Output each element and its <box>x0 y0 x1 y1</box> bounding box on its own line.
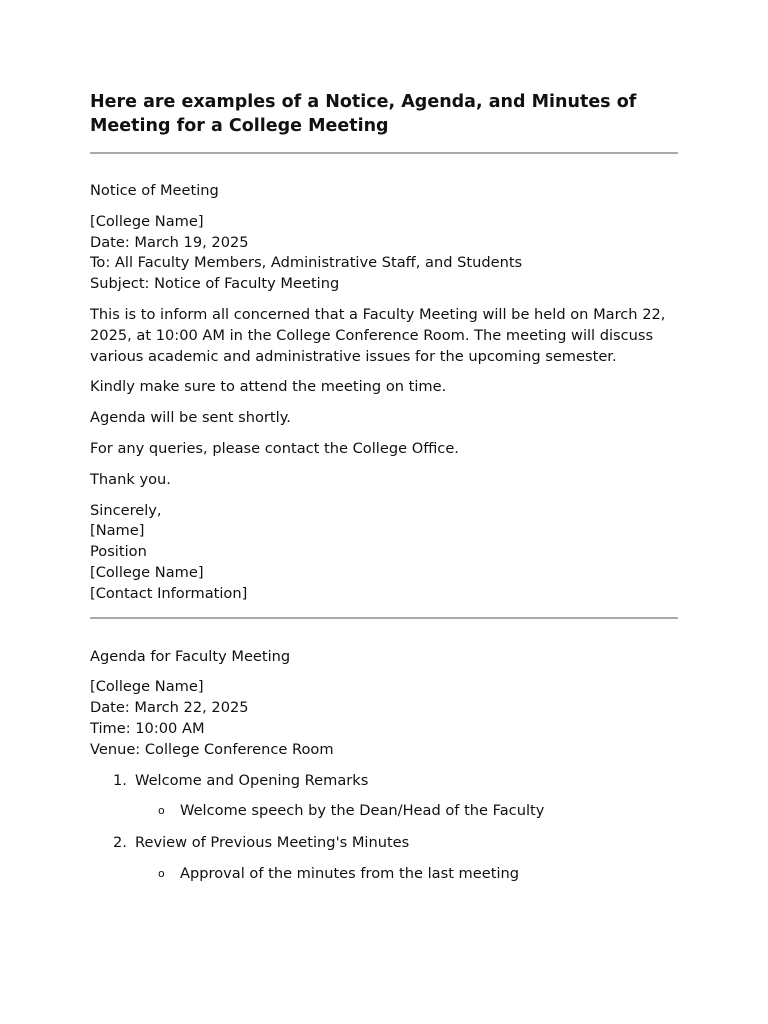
hollow-bullet-icon: o <box>158 866 165 880</box>
agenda-venue: Venue: College Conference Room <box>90 740 334 758</box>
signature-name: [Name] <box>90 522 145 540</box>
agenda-subitem-label: Approval of the minutes from the last meeting <box>180 864 520 882</box>
notice-signature-block <box>90 501 678 605</box>
agenda-subitem <box>90 801 678 822</box>
signature-contact: [Contact Information] <box>90 584 248 602</box>
agenda-list <box>90 771 678 885</box>
agenda-time: Time: 10:00 AM <box>90 719 205 737</box>
notice-recipients: To: All Faculty Members, Administrative Staff, and Students <box>90 254 523 272</box>
signature-college-name: [College Name] <box>90 563 204 581</box>
agenda-item <box>90 833 678 885</box>
agenda-college-name: [College Name] <box>90 678 204 696</box>
agenda-subitem <box>90 864 678 885</box>
section-divider <box>90 152 678 154</box>
hollow-bullet-icon: o <box>158 804 165 818</box>
agenda-item <box>90 771 678 823</box>
section-divider <box>90 617 678 619</box>
agenda-item-number: 2. <box>113 834 127 852</box>
agenda-item-number: 1. <box>113 771 127 789</box>
signature-closing: Sincerely, <box>90 501 162 519</box>
notice-thanks-line: Thank you. <box>90 470 171 488</box>
agenda-heading: Agenda for Faculty Meeting <box>90 647 291 665</box>
agenda-subitem-label: Welcome speech by the Dean/Head of the Faculty <box>180 802 545 820</box>
agenda-header-block <box>90 677 678 760</box>
document-content <box>90 90 678 885</box>
notice-date: Date: March 19, 2025 <box>90 233 249 251</box>
agenda-sublist <box>90 801 678 822</box>
agenda-date: Date: March 22, 2025 <box>90 699 249 717</box>
notice-body-paragraph: This is to inform all concerned that a Faculty Meeting will be held on March 22, 2025, at 10:00 AM in the College Conference Room. The meeting will discuss various academic and administrative issues for the upcoming semester. <box>90 305 666 365</box>
notice-header-block <box>90 212 678 295</box>
notice-attend-line: Kindly make sure to attend the meeting on time. <box>90 378 447 396</box>
agenda-item-label: Welcome and Opening Remarks <box>135 771 369 789</box>
notice-queries-line: For any queries, please contact the College Office. <box>90 439 459 457</box>
signature-position: Position <box>90 543 147 561</box>
notice-agenda-line: Agenda will be sent shortly. <box>90 409 291 427</box>
agenda-item-label: Review of Previous Meeting's Minutes <box>135 834 410 852</box>
agenda-sublist <box>90 864 678 885</box>
notice-heading: Notice of Meeting <box>90 182 219 199</box>
notice-college-name: [College Name] <box>90 212 204 230</box>
notice-subject: Subject: Notice of Faculty Meeting <box>90 275 340 293</box>
document-title: Here are examples of a Notice, Agenda, and Minutes of Meeting for a College Meeting <box>90 92 637 136</box>
